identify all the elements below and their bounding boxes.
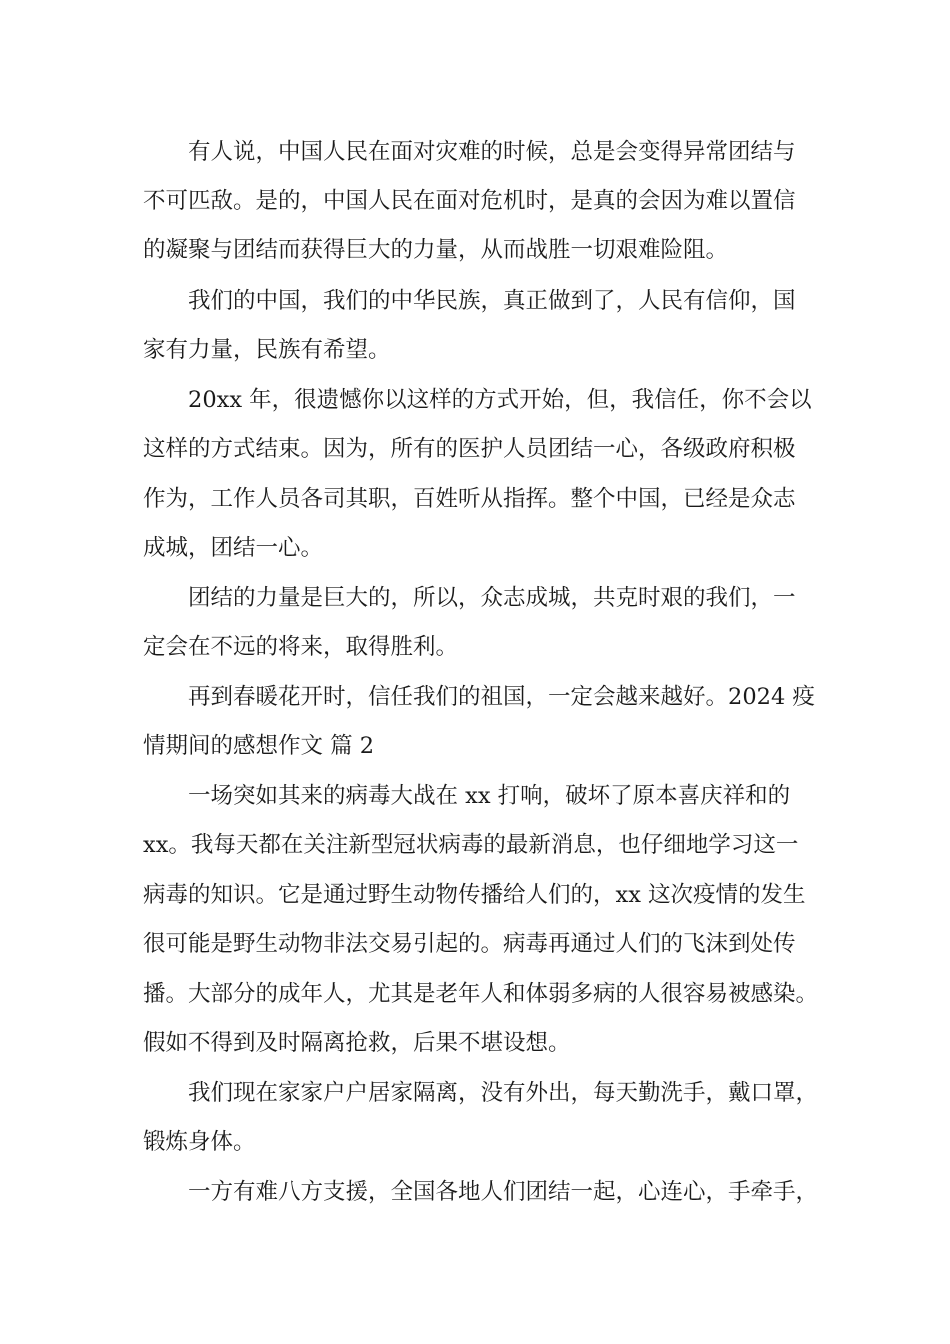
text-line: 团结的力量是巨大的，所以，众志成城，共克时艰的我们，一 <box>143 585 796 611</box>
text-line: 锻炼身体。 <box>143 1129 256 1155</box>
text-line: 再到春暖花开时，信任我们的祖国，一定会越来越好。2024 疫 <box>143 684 815 710</box>
text-line: 假如不得到及时隔离抢救，后果不堪设想。 <box>143 1030 571 1056</box>
text-line: 的凝聚与团结而获得巨大的力量，从而战胜一切艰难险阻。 <box>143 237 729 263</box>
text-line: 我们现在家家户户居家隔离，没有外出，每天勤洗手，戴口罩， <box>143 1080 819 1106</box>
text-line: 很可能是野生动物非法交易引起的。病毒再通过人们的飞沫到处传 <box>143 931 796 957</box>
text-line: 情期间的感想作文 篇 2 <box>143 733 375 759</box>
text-line: 一场突如其来的病毒大战在 xx 打响，破坏了原本喜庆祥和的 <box>143 783 791 809</box>
text-line: 作为，工作人员各司其职，百姓听从指挥。整个中国，已经是众志 <box>143 486 796 512</box>
text-line: 一方有难八方支援，全国各地人们团结一起，心连心，手牵手， <box>143 1179 819 1205</box>
text-line: 不可匹敌。是的，中国人民在面对危机时，是真的会因为难以置信 <box>143 188 796 214</box>
text-line: 播。大部分的成年人，尤其是老年人和体弱多病的人很容易被感染。 <box>143 981 819 1007</box>
text-line: 成城，团结一心。 <box>143 535 324 561</box>
text-line: 家有力量，民族有希望。 <box>143 337 391 363</box>
text-line: 我们的中国，我们的中华民族，真正做到了，人民有信仰，国 <box>143 288 796 314</box>
text-line: 定会在不远的将来，取得胜利。 <box>143 634 459 660</box>
text-line: 有人说，中国人民在面对灾难的时候，总是会变得异常团结与 <box>143 139 796 165</box>
text-line: 病毒的知识。它是通过野生动物传播给人们的，xx 这次疫情的发生 <box>143 882 806 908</box>
text-line: 这样的方式结束。因为，所有的医护人员团结一心，各级政府积极 <box>143 436 796 462</box>
text-line: 20xx 年，很遗憾你以这样的方式开始，但，我信任，你不会以 <box>143 387 812 413</box>
text-line: xx。我每天都在关注新型冠状病毒的最新消息，也仔细地学习这一 <box>143 832 799 858</box>
